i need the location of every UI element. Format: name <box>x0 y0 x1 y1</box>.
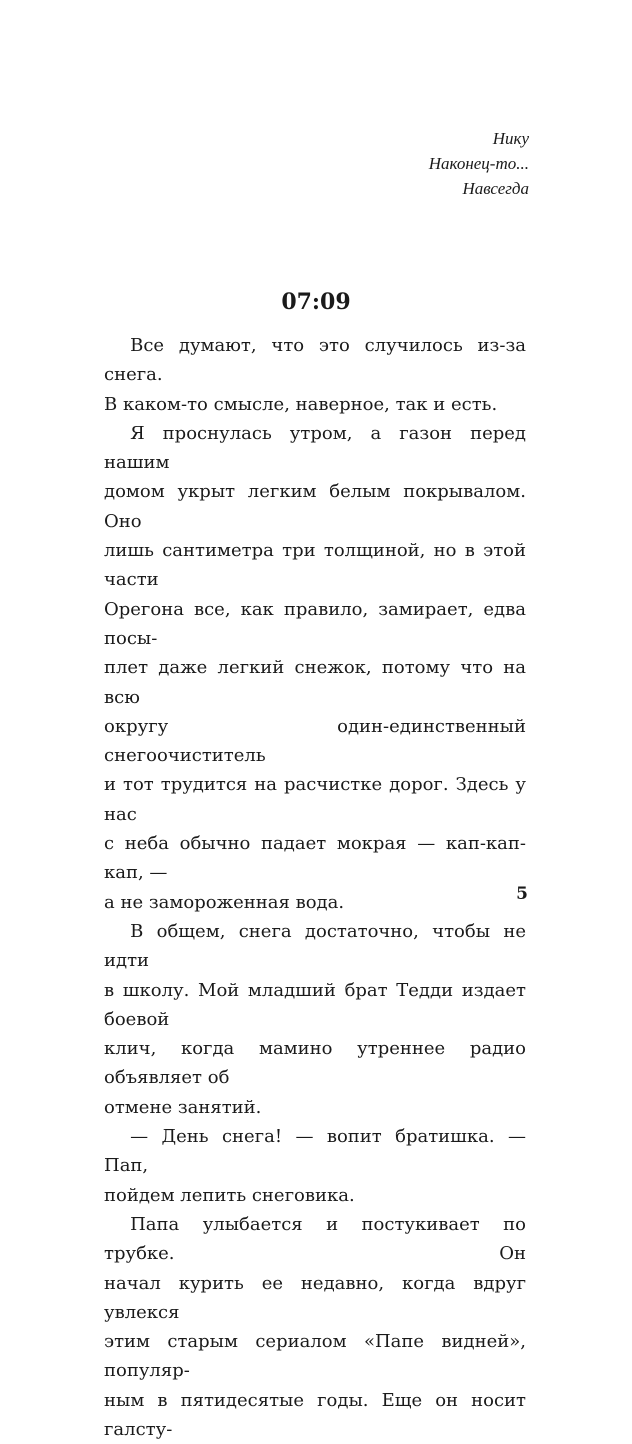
dedication <box>429 126 529 201</box>
text-line: В общем, снега достаточно, чтобы не идти <box>104 920 526 972</box>
text-line: а не замороженная вода. <box>104 891 345 913</box>
dedication-line: Нику <box>492 129 529 148</box>
text-line: лишь сантиметра три толщиной, но в этой части <box>104 540 526 591</box>
text-line: с неба обычно падает мокрая — кап-кап-кап, — <box>104 833 526 884</box>
text-line: округу один-единственный снегоочиститель <box>104 715 526 767</box>
text-line: пойдем лепить снеговика. <box>104 1184 355 1206</box>
paragraph <box>104 917 526 1122</box>
text-line: Орегона все, как правило, замирает, едва посы- <box>104 598 526 649</box>
text-line: ным в пятидесятые годы. Еще он носит галсту- <box>104 1389 526 1440</box>
paragraph <box>104 1122 526 1210</box>
text-line: в школу. Мой младший брат Тедди издает боевой <box>104 979 526 1030</box>
text-line: Я проснулась утром, а газон перед нашим <box>104 422 526 474</box>
paragraph <box>104 419 526 917</box>
text-line: В каком-то смысле, наверное, так и есть. <box>104 393 498 415</box>
chapter-title: 07:09 <box>281 289 351 315</box>
paragraph <box>104 1210 526 1444</box>
text-line: домом укрыт легким белым покрывалом. Оно <box>104 481 526 532</box>
dedication-line: Навсегда <box>462 179 529 198</box>
page-number: 5 <box>516 884 528 904</box>
text-line: Все думают, что это случилось из-за снега. <box>104 335 526 386</box>
text-line: этим старым сериалом «Папе видней», популяр- <box>104 1331 526 1382</box>
text-line: клич, когда мамино утреннее радио объявляет об <box>104 1038 526 1089</box>
text-line: — День снега! — вопит братишка. — Пап, <box>104 1126 526 1177</box>
text-line: плет даже легкий снежок, потому что на всю <box>104 657 526 708</box>
text-line: и тот трудится на расчистке дорог. Здесь у нас <box>104 774 526 825</box>
text-line: начал курить ее недавно, когда вдруг увлекся <box>104 1272 526 1323</box>
paragraph <box>104 331 526 419</box>
dedication-line: Наконец-то... <box>428 154 529 173</box>
text-line: отмене занятий. <box>104 1096 262 1118</box>
text-line: Папа улыбается и постукивает по трубке. Он <box>104 1213 526 1265</box>
body-text <box>104 331 526 1444</box>
